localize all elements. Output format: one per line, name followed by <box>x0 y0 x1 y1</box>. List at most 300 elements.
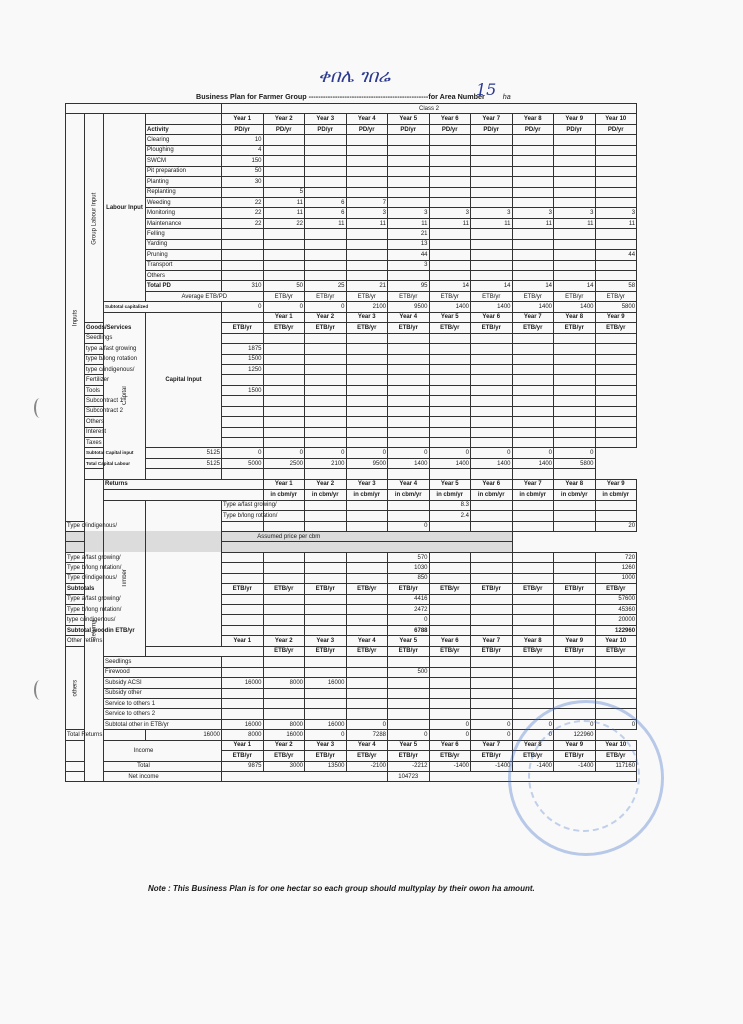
labour-activity-row <box>66 177 637 187</box>
table-cell <box>263 438 305 448</box>
table-cell <box>429 594 471 604</box>
table-cell: Type b/long rotation/ <box>222 511 264 521</box>
table-cell <box>222 312 264 322</box>
labour-activity-row <box>66 208 637 218</box>
table-cell: Clearing <box>146 135 222 145</box>
table-cell: Felling <box>146 229 222 239</box>
table-cell <box>429 375 471 385</box>
table-cell: in cbm/yr <box>429 490 471 500</box>
table-cell: Subsidy ACSI <box>104 678 222 688</box>
table-cell: 1400 <box>388 458 430 468</box>
table-cell <box>471 333 513 343</box>
table-cell <box>429 521 471 531</box>
table-cell <box>429 344 471 354</box>
table-cell <box>305 229 347 239</box>
class-label: Class 2 <box>222 104 637 114</box>
class-row <box>66 104 637 114</box>
table-cell <box>346 156 388 166</box>
table-cell: 21 <box>346 281 388 291</box>
table-cell <box>512 438 554 448</box>
table-cell: PD/yr <box>263 124 305 134</box>
labour-activity-row <box>66 229 637 239</box>
table-cell <box>222 573 264 583</box>
table-cell <box>388 385 430 395</box>
table-cell <box>263 364 305 374</box>
labour-activity-row <box>66 250 637 260</box>
table-cell <box>263 344 305 354</box>
table-cell <box>222 406 264 416</box>
table-cell <box>305 521 347 531</box>
table-cell <box>305 469 347 479</box>
table-cell <box>222 260 264 270</box>
table-cell: 0 <box>388 521 430 531</box>
table-cell <box>595 364 637 374</box>
capital-label: Capital <box>104 312 146 479</box>
table-cell: Year 6 <box>429 114 471 124</box>
table-cell <box>222 605 264 615</box>
table-cell: in cbm/yr <box>554 490 596 500</box>
table-cell: 11 <box>512 218 554 228</box>
table-cell: 2500 <box>263 458 305 468</box>
table-cell <box>512 145 554 155</box>
table-cell <box>512 250 554 260</box>
table-cell <box>595 135 637 145</box>
table-cell: type c/indigenous/ <box>85 364 104 374</box>
table-cell: Year 1 <box>222 740 264 750</box>
table-cell: 10 <box>222 135 264 145</box>
average-etb-row <box>66 291 637 301</box>
table-cell: ETB/yr <box>429 291 471 301</box>
table-cell <box>471 438 513 448</box>
table-cell: ETB/yr <box>595 751 637 761</box>
table-cell <box>595 333 637 343</box>
table-cell <box>346 469 388 479</box>
table-cell <box>512 406 554 416</box>
table-cell <box>429 605 471 615</box>
table-cell <box>471 250 513 260</box>
table-cell: Firewood <box>104 667 222 677</box>
table-cell <box>222 396 264 406</box>
table-cell <box>305 698 347 708</box>
table-cell <box>346 552 388 562</box>
table-cell <box>346 688 388 698</box>
table-cell: 11 <box>471 218 513 228</box>
table-cell <box>305 438 347 448</box>
table-cell <box>512 698 554 708</box>
table-cell <box>305 573 347 583</box>
table-cell: PD/yr <box>471 124 513 134</box>
table-cell <box>471 500 513 510</box>
table-cell <box>263 250 305 260</box>
table-cell: 0 <box>471 719 513 729</box>
table-cell <box>554 605 596 615</box>
table-cell: Yarding <box>146 239 222 249</box>
group-labour-label: Group Labour Input <box>85 114 104 323</box>
table-cell: Year 9 <box>554 114 596 124</box>
table-cell <box>471 709 513 719</box>
table-cell <box>263 521 305 531</box>
table-cell: 0 <box>471 448 513 458</box>
table-cell <box>222 688 264 698</box>
table-cell <box>471 698 513 708</box>
table-cell: Total PD <box>146 281 222 291</box>
table-cell <box>471 615 513 625</box>
table-cell <box>263 657 305 667</box>
table-cell <box>471 375 513 385</box>
table-cell <box>429 197 471 207</box>
punch-hole-mark <box>34 398 46 418</box>
table-cell: 0 <box>388 615 430 625</box>
table-cell: 2100 <box>305 458 347 468</box>
table-cell: Total Returns <box>66 730 146 740</box>
table-cell: 1500 <box>222 385 264 395</box>
table-cell <box>429 364 471 374</box>
table-cell <box>346 438 388 448</box>
table-cell: Interest <box>85 427 104 437</box>
table-cell: Year 3 <box>346 479 388 489</box>
table-cell <box>388 469 430 479</box>
table-cell <box>595 385 637 395</box>
other-return-row <box>66 667 637 677</box>
table-cell <box>388 688 430 698</box>
table-cell <box>471 166 513 176</box>
table-cell <box>263 427 305 437</box>
timber-volume-row <box>66 500 637 510</box>
table-cell: Year 9 <box>554 740 596 750</box>
table-cell <box>263 667 305 677</box>
table-cell <box>388 657 430 667</box>
table-cell <box>512 396 554 406</box>
table-cell <box>429 260 471 270</box>
table-cell <box>104 490 264 500</box>
table-cell: in cbm/yr <box>388 490 430 500</box>
table-cell <box>512 197 554 207</box>
table-cell: Type c/indigenous/ <box>66 573 85 583</box>
table-cell: 3 <box>512 208 554 218</box>
table-cell <box>305 427 347 437</box>
table-cell: ETB/yr <box>388 646 430 656</box>
table-cell: Year 3 <box>346 312 388 322</box>
table-cell <box>429 563 471 573</box>
table-cell <box>388 709 430 719</box>
table-cell <box>429 145 471 155</box>
table-cell: 1400 <box>512 458 554 468</box>
table-cell: ETB/yr <box>305 323 347 333</box>
table-cell: 7 <box>346 197 388 207</box>
table-cell: Subtotal capitalized <box>104 302 222 312</box>
table-cell: Year 8 <box>512 740 554 750</box>
table-cell <box>305 396 347 406</box>
assumed-price-row <box>66 531 637 541</box>
table-cell <box>512 364 554 374</box>
table-cell: 1400 <box>554 302 596 312</box>
table-cell: 5 <box>263 187 305 197</box>
table-cell: ETB/yr <box>471 291 513 301</box>
table-cell <box>554 271 596 281</box>
table-cell: 0 <box>512 730 554 740</box>
table-cell <box>305 239 347 249</box>
table-cell: 44 <box>595 250 637 260</box>
table-cell: 11 <box>305 218 347 228</box>
table-cell: 4416 <box>388 594 430 604</box>
table-cell: Subcontract 1 <box>85 396 104 406</box>
table-cell: 58 <box>595 281 637 291</box>
table-cell: Year 5 <box>388 114 430 124</box>
table-cell <box>512 625 554 635</box>
table-cell <box>429 135 471 145</box>
table-cell <box>305 145 347 155</box>
table-cell: ETB/yr <box>388 323 430 333</box>
table-cell: ETB/yr <box>305 291 347 301</box>
table-cell: ETB/yr <box>388 584 430 594</box>
table-cell <box>471 177 513 187</box>
table-cell <box>429 469 471 479</box>
table-cell: 57600 <box>595 594 637 604</box>
table-cell <box>512 678 554 688</box>
labour-activity-row <box>66 156 637 166</box>
table-cell: ETB/yr <box>346 584 388 594</box>
table-cell <box>388 177 430 187</box>
table-cell: Year 10 <box>595 114 637 124</box>
table-cell <box>595 688 637 698</box>
table-cell: Year 1 <box>222 636 264 646</box>
table-cell: Subtotals <box>66 584 85 594</box>
labour-activity-row <box>66 239 637 249</box>
table-cell <box>388 354 430 364</box>
table-cell: Year 7 <box>512 479 554 489</box>
table-cell: 5000 <box>222 458 264 468</box>
table-cell: 0 <box>222 302 264 312</box>
table-cell <box>305 605 347 615</box>
table-cell <box>346 396 388 406</box>
table-cell: 0 <box>429 719 471 729</box>
table-cell <box>512 239 554 249</box>
table-cell <box>388 396 430 406</box>
table-cell <box>388 698 430 708</box>
table-cell: Year 4 <box>346 636 388 646</box>
table-cell <box>305 177 347 187</box>
table-cell <box>346 271 388 281</box>
table-cell: 5800 <box>554 458 596 468</box>
table-cell <box>388 333 430 343</box>
table-cell <box>346 605 388 615</box>
table-cell <box>305 615 347 625</box>
table-cell: Year 7 <box>471 636 513 646</box>
table-cell: Year 3 <box>305 740 347 750</box>
table-cell: ETB/yr <box>554 646 596 656</box>
table-cell <box>512 260 554 270</box>
table-cell: Fertilizer <box>85 375 104 385</box>
table-cell <box>346 333 388 343</box>
table-cell: Year 5 <box>388 740 430 750</box>
table-cell: 1400 <box>429 302 471 312</box>
table-cell: Year 8 <box>512 114 554 124</box>
table-cell: Year 8 <box>512 636 554 646</box>
table-cell: 1000 <box>595 573 637 583</box>
table-cell <box>471 678 513 688</box>
table-cell <box>346 500 388 510</box>
table-cell: 11 <box>388 218 430 228</box>
table-cell: ETB/yr <box>512 646 554 656</box>
table-cell: -1400 <box>554 761 596 771</box>
table-cell <box>305 156 347 166</box>
table-cell: 3 <box>429 208 471 218</box>
table-cell <box>263 698 305 708</box>
table-cell: ETB/yr <box>595 291 637 301</box>
table-cell: Year 10 <box>595 636 637 646</box>
table-cell <box>346 417 388 427</box>
table-cell <box>554 521 596 531</box>
table-cell <box>595 271 637 281</box>
table-cell: 3 <box>595 208 637 218</box>
table-cell <box>554 197 596 207</box>
others-label: others <box>66 646 85 730</box>
table-cell <box>595 511 637 521</box>
table-cell <box>222 625 264 635</box>
table-cell: Year 5 <box>429 479 471 489</box>
table-cell: 122960 <box>595 625 637 635</box>
table-cell: ETB/yr <box>512 291 554 301</box>
table-cell: PD/yr <box>346 124 388 134</box>
table-cell: SWCM <box>146 156 222 166</box>
table-cell <box>595 438 637 448</box>
table-cell <box>512 657 554 667</box>
table-cell <box>346 187 388 197</box>
table-cell: 5125 <box>146 458 222 468</box>
labour-activity-row <box>66 135 637 145</box>
table-cell <box>305 250 347 260</box>
table-cell <box>471 511 513 521</box>
table-cell <box>471 156 513 166</box>
table-cell <box>595 145 637 155</box>
table-cell <box>388 135 430 145</box>
table-cell <box>263 333 305 343</box>
table-cell: 0 <box>554 448 596 458</box>
table-cell <box>554 354 596 364</box>
table-cell: -2212 <box>388 761 430 771</box>
table-cell: 850 <box>388 573 430 583</box>
table-cell <box>429 417 471 427</box>
table-cell: Tools <box>85 385 104 395</box>
table-cell <box>346 145 388 155</box>
table-cell <box>554 250 596 260</box>
table-cell <box>222 698 264 708</box>
other-return-row <box>66 657 637 667</box>
table-cell: 3000 <box>263 761 305 771</box>
table-cell <box>222 438 264 448</box>
table-cell <box>263 573 305 583</box>
table-cell <box>429 709 471 719</box>
table-cell <box>471 625 513 635</box>
table-cell <box>388 156 430 166</box>
table-cell: ETB/yr <box>263 646 305 656</box>
table-cell <box>429 354 471 364</box>
table-cell: 11 <box>346 218 388 228</box>
table-cell <box>554 688 596 698</box>
table-cell: 8.3 <box>429 500 471 510</box>
table-cell <box>305 594 347 604</box>
table-cell: 13 <box>388 239 430 249</box>
table-cell <box>512 573 554 583</box>
table-cell: -1400 <box>471 761 513 771</box>
table-cell: type a/fast growing <box>85 344 104 354</box>
blank-row <box>66 469 637 479</box>
table-cell <box>512 333 554 343</box>
table-cell: 3 <box>388 260 430 270</box>
table-cell: ETB/yr <box>512 323 554 333</box>
table-cell <box>305 344 347 354</box>
table-cell: Year 6 <box>429 740 471 750</box>
table-cell: 5800 <box>595 302 637 312</box>
table-cell: ETB/yr <box>263 291 305 301</box>
table-cell <box>263 166 305 176</box>
table-cell: 22 <box>263 218 305 228</box>
table-cell: ETB/yr <box>222 751 264 761</box>
table-cell: 45360 <box>595 605 637 615</box>
table-cell: 1400 <box>471 458 513 468</box>
table-cell <box>222 615 264 625</box>
table-cell: 11 <box>595 218 637 228</box>
table-cell <box>305 657 347 667</box>
table-cell <box>554 469 596 479</box>
table-cell: Type a/fast growing/ <box>222 500 264 510</box>
table-cell: Year 4 <box>388 479 430 489</box>
table-cell: ETB/yr <box>346 323 388 333</box>
table-cell: 2100 <box>346 302 388 312</box>
table-cell <box>222 772 388 782</box>
table-cell: PD/yr <box>222 124 264 134</box>
table-cell: Others <box>85 417 104 427</box>
table-cell <box>554 438 596 448</box>
labour-activity-row <box>66 260 637 270</box>
table-cell <box>595 177 637 187</box>
table-cell: 44 <box>388 250 430 260</box>
table-cell: Type b/long rotation/ <box>66 605 85 615</box>
table-cell: Net income <box>66 772 222 782</box>
table-cell <box>554 552 596 562</box>
table-cell: Pruning <box>146 250 222 260</box>
table-cell: Transport <box>146 260 222 270</box>
table-cell <box>512 187 554 197</box>
table-cell: Seedlings <box>85 333 104 343</box>
table-cell <box>554 166 596 176</box>
table-cell <box>263 156 305 166</box>
table-cell <box>471 187 513 197</box>
table-cell <box>346 698 388 708</box>
table-cell <box>554 427 596 437</box>
table-cell: Year 1 <box>263 312 305 322</box>
table-cell <box>388 187 430 197</box>
table-cell: Other returns <box>66 636 104 646</box>
table-cell <box>346 260 388 270</box>
table-cell: 0 <box>429 730 471 740</box>
table-cell <box>512 166 554 176</box>
table-cell <box>429 385 471 395</box>
table-cell <box>305 333 347 343</box>
table-cell <box>512 688 554 698</box>
table-cell <box>554 511 596 521</box>
table-cell <box>554 145 596 155</box>
table-cell: Goods/Services <box>85 323 104 333</box>
table-cell <box>471 469 513 479</box>
table-cell <box>305 552 347 562</box>
labour-activity-row <box>66 218 637 228</box>
table-cell <box>346 625 388 635</box>
capital-years-row <box>66 312 637 322</box>
table-cell <box>471 594 513 604</box>
table-cell: Year 10 <box>595 740 637 750</box>
table-cell <box>429 250 471 260</box>
